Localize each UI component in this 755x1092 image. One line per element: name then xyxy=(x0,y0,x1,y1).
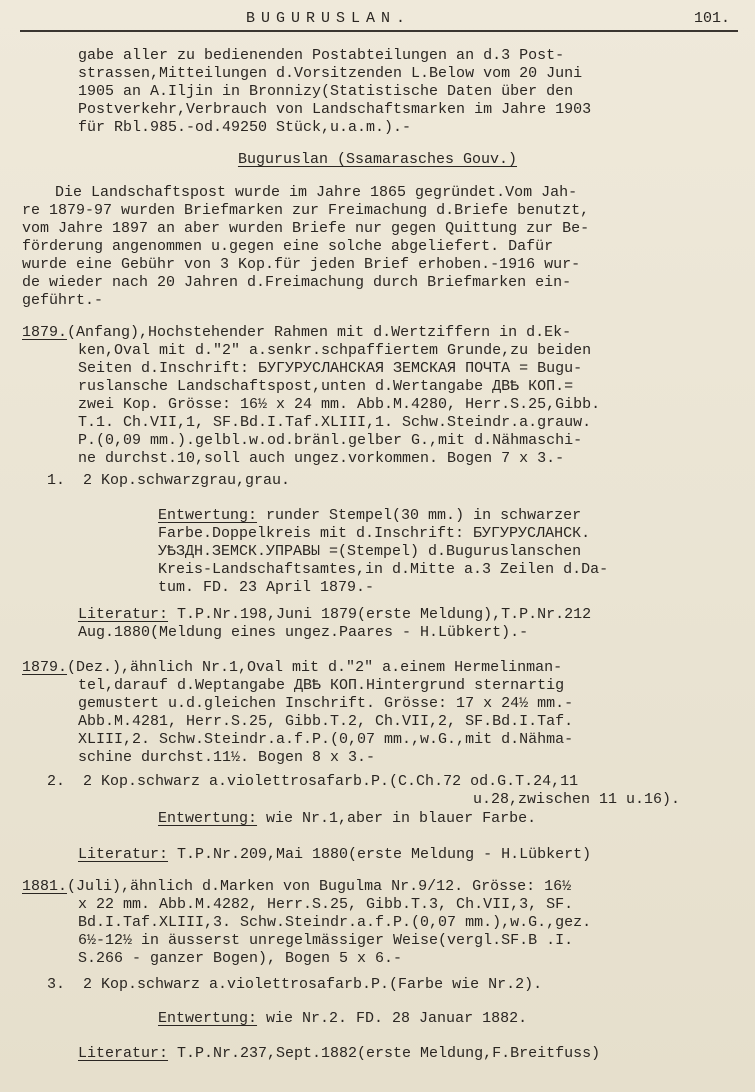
history-line: förderung angenommen u.gegen eine solche abgeliefert. Dafür xyxy=(22,238,554,255)
literature-label: Literatur: xyxy=(78,846,169,863)
issue-3-line: Bd.I.Taf.XLIII,3. Schw.Steindr.a.f.P.(0,07 mm.),w.G.,gez. xyxy=(78,914,592,931)
cancellation-line: УѢЗДН.ЗЕМСК.УПРАВЫ =(Stempel) d.Buguruslanschen xyxy=(158,543,582,560)
literature-label: Literatur: xyxy=(78,1045,169,1062)
issue-2-line: gemustert u.d.gleichen Inschrift. Grösse: 17 x 24½ mm.- xyxy=(78,695,574,712)
intro-line: für Rbl.985.-od.49250 Stück,u.a.m.).- xyxy=(78,119,412,136)
issue-3-literature xyxy=(78,1045,600,1063)
issue-3-line: 6½-12½ in äusserst unregelmässiger Weise(vergl.SF.B .I. xyxy=(78,932,574,949)
literature-text: T.P.Nr.237,Sept.1882(erste Meldung,F.Breitfuss) xyxy=(168,1045,601,1062)
issue-1-line: ne durchst.10,soll auch ungez.vorkommen. Bogen 7 x 3.- xyxy=(78,450,565,467)
page-number: 101. xyxy=(693,10,730,27)
cancellation-text: wie Nr.2. FD. 28 Januar 1882. xyxy=(257,1010,528,1027)
issue-1-text: (Anfang),Hochstehender Rahmen mit d.Wertziffern in d.Ek- xyxy=(67,324,572,341)
issue-1-line: P.(0,09 mm.).gelbl.w.od.bränl.gelber G.,mit d.Nähmaschi- xyxy=(78,432,583,449)
literature-line: Aug.1880(Meldung eines ungez.Paares - H.Lübkert).- xyxy=(78,624,529,641)
issue-3-year: 1881. xyxy=(22,878,68,895)
stamp-2-entry: 2. 2 Kop.schwarz a.violettrosafarb.P.(C.Ch.72 od.G.T.24,11 xyxy=(47,773,579,790)
issue-2-first-line xyxy=(22,659,562,677)
issue-2-line: tel,darauf d.Weptangabe ДВѢ КОП.Hintergrund sternartig xyxy=(78,677,565,694)
stamp-2-entry-cont: u.28,zwischen 11 u.16). xyxy=(473,791,681,808)
intro-line: gabe aller zu bedienenden Postabteilungen an d.3 Post- xyxy=(78,47,565,64)
issue-2-line: Abb.M.4281, Herr.S.25, Gibb.T.2, Ch.VII,2, SF.Bd.I.Taf. xyxy=(78,713,574,730)
history-line: de wieder nach 20 Jahren d.Freimachung durch Briefmarken ein- xyxy=(22,274,572,291)
issue-1-line: zwei Kop. Grösse: 16½ x 24 mm. Abb.M.4280, Herr.S.25,Gibb. xyxy=(78,396,601,413)
issue-3-line: x 22 mm. Abb.M.4282, Herr.S.25, Gibb.T.3, Ch.VII,3, SF. xyxy=(78,896,574,913)
issue-3-cancellation xyxy=(158,1010,527,1028)
history-line: geführt.- xyxy=(22,292,104,309)
issue-1-line: T.1. Ch.VII,1, SF.Bd.I.Taf.XLIII,1. Schw.Steindr.a.grauw. xyxy=(78,414,592,431)
literature-text: T.P.Nr.198,Juni 1879(erste Meldung),T.P.Nr.212 xyxy=(168,606,592,623)
issue-1-line: ruslansche Landschaftspost,unten d.Wertangabe ДВѢ КОП.= xyxy=(78,378,574,395)
issue-2-year: 1879. xyxy=(22,659,68,676)
literature-label: Literatur: xyxy=(78,606,169,623)
history-line: re 1879-97 wurden Briefmarken zur Freimachung d.Briefe benutzt, xyxy=(22,202,590,219)
issue-2-line: schine durchst.11½. Bogen 8 x 3.- xyxy=(78,749,376,766)
intro-line: 1905 an A.Iljin in Bronnizy(Statistische Daten über den xyxy=(78,83,574,100)
page-header xyxy=(20,8,738,32)
issue-1-year: 1879. xyxy=(22,324,68,341)
cancellation-label: Entwertung: xyxy=(158,1010,258,1027)
cancellation-text: runder Stempel(30 mm.) in schwarzer xyxy=(257,507,582,524)
issue-3-text: (Juli),ähnlich d.Marken von Bugulma Nr.9/12. Grösse: 16½ xyxy=(67,878,572,895)
issue-3-line: S.266 - ganzer Bogen), Bogen 5 x 6.- xyxy=(78,950,403,967)
issue-1-literature-first xyxy=(78,606,591,624)
issue-2-line: XLIII,2. Schw.Steindr.a.f.P.(0,07 mm.,w.G.,mit d.Nähma- xyxy=(78,731,574,748)
issue-2-literature xyxy=(78,846,591,864)
cancellation-line: Kreis-Landschaftsamtes,in d.Mitte a.3 Zeilen d.Da- xyxy=(158,561,609,578)
intro-line: Postverkehr,Verbrauch von Landschaftsmarken im Jahre 1903 xyxy=(78,101,592,118)
stamp-1-entry: 1. 2 Kop.schwarzgrau,grau. xyxy=(47,472,291,489)
issue-2-text: (Dez.),ähnlich Nr.1,Oval mit d."2" a.einem Hermelinman- xyxy=(67,659,563,676)
history-line: vom Jahre 1897 an aber wurden Briefe nur gegen Quittung zur Be- xyxy=(22,220,590,237)
cancellation-label: Entwertung: xyxy=(158,507,258,524)
running-title: BUGURUSLAN. xyxy=(246,10,412,27)
issue-2-cancellation xyxy=(158,810,536,828)
stamp-3-entry: 3. 2 Kop.schwarz a.violettrosafarb.P.(Farbe wie Nr.2). xyxy=(47,976,543,993)
history-line: wurde eine Gebühr von 3 Kop.für jeden Brief erhoben.-1916 wur- xyxy=(22,256,581,273)
issue-1-line: ken,Oval mit d."2" a.senkr.schpaffiertem Grunde,zu beiden xyxy=(78,342,592,359)
cancellation-text: wie Nr.1,aber in blauer Farbe. xyxy=(257,810,537,827)
cancellation-label: Entwertung: xyxy=(158,810,258,827)
literature-text: T.P.Nr.209,Mai 1880(erste Meldung - H.Lübkert) xyxy=(168,846,592,863)
issue-1-line: Seiten d.Inschrift: БУГУРУСЛАНСКАЯ ЗЕМСКАЯ ПОЧТА = Bugu- xyxy=(78,360,583,377)
cancellation-line: tum. FD. 23 April 1879.- xyxy=(158,579,375,596)
history-line: Die Landschaftspost wurde im Jahre 1865 gegründet.Vom Jah- xyxy=(55,184,578,201)
issue-1-cancellation-first xyxy=(158,507,581,525)
section-title: Buguruslan (Ssamarasches Gouv.) xyxy=(237,151,518,168)
issue-1-first-line xyxy=(22,324,571,342)
cancellation-line: Farbe.Doppelkreis mit d.Inschrift: БУГУРУСЛАНСК. xyxy=(158,525,591,542)
intro-line: strassen,Mitteilungen d.Vorsitzenden L.Below vom 20 Juni xyxy=(78,65,583,82)
issue-3-first-line xyxy=(22,878,571,896)
